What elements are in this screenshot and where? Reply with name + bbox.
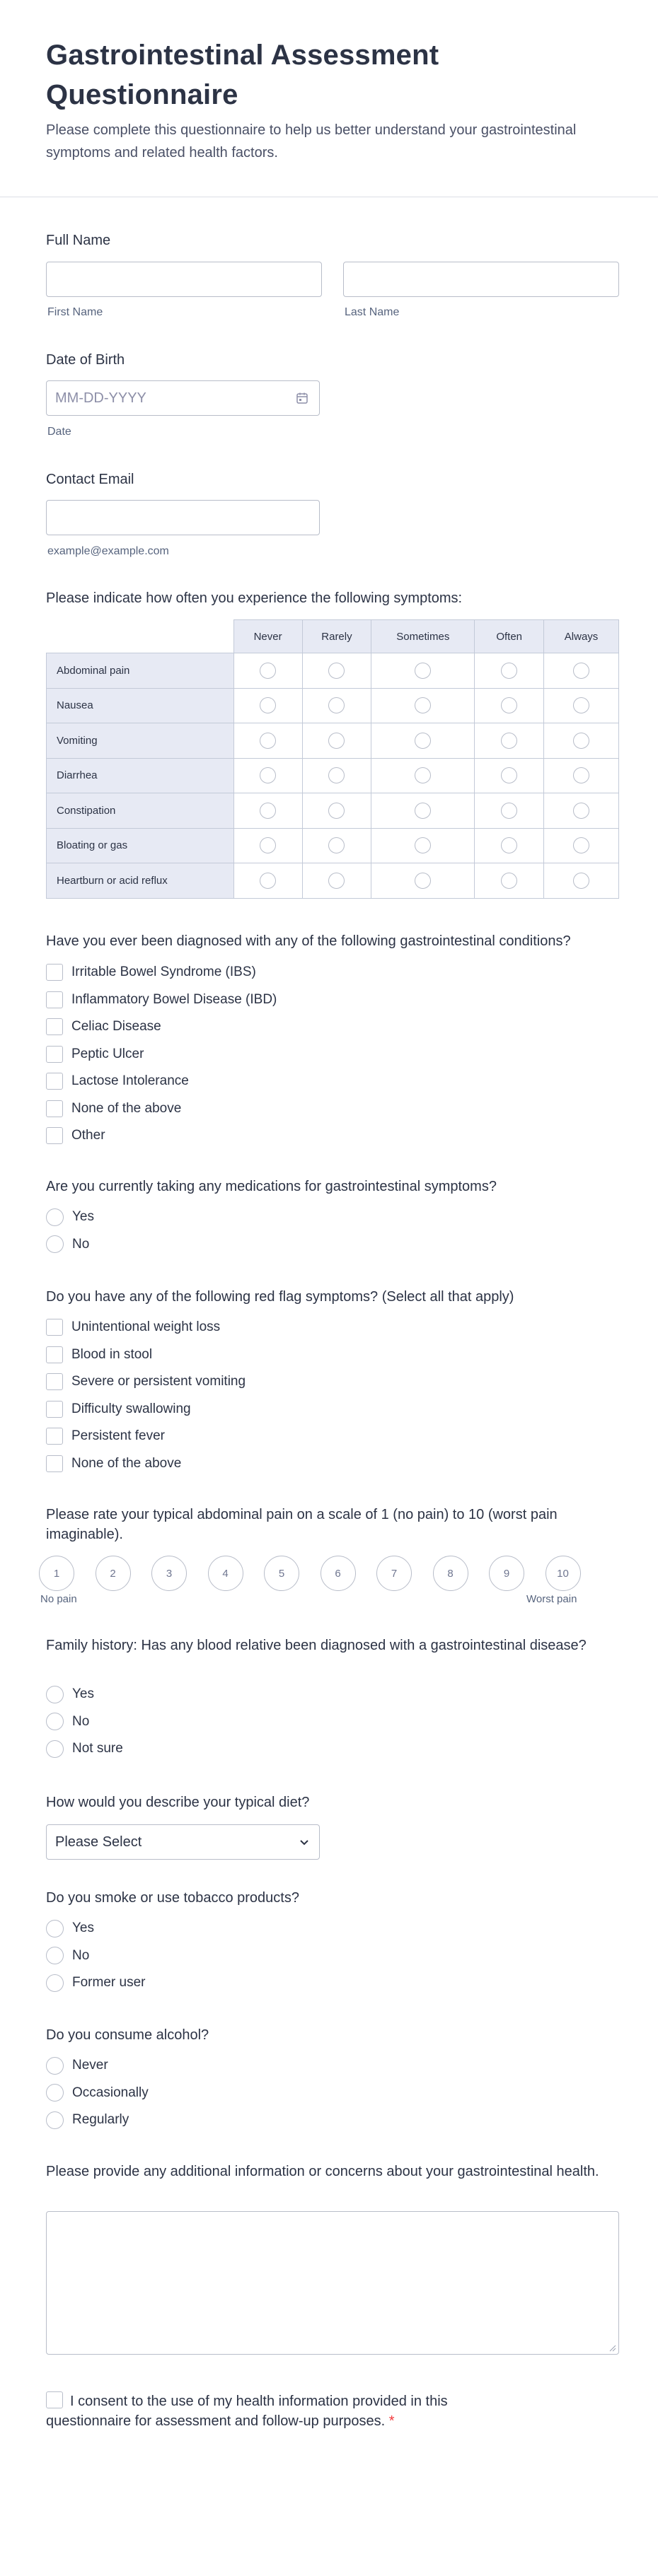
matrix-row-label: Heartburn or acid reflux <box>47 863 234 899</box>
matrix-header-row <box>47 620 619 653</box>
additional-info-textarea[interactable] <box>46 2211 619 2355</box>
email-sublabel: example@example.com <box>47 545 169 557</box>
matrix-col-header: Sometimes <box>371 620 475 653</box>
checkbox[interactable] <box>46 1455 63 1472</box>
matrix-radio[interactable] <box>260 663 276 679</box>
matrix-radio[interactable] <box>415 697 431 713</box>
matrix-radio[interactable] <box>573 733 589 749</box>
matrix-radio[interactable] <box>415 837 431 853</box>
additional-info-label: Please provide any additional information or concerns about your gastrointestinal health. <box>46 2164 599 2179</box>
matrix-cell <box>302 828 371 863</box>
matrix-row <box>47 653 619 689</box>
tobacco-option-label: Yes <box>72 1921 94 1935</box>
checkbox[interactable] <box>46 1346 63 1363</box>
matrix-cell <box>371 688 475 723</box>
medication-option-label: No <box>72 1236 90 1252</box>
matrix-radio[interactable] <box>501 663 517 679</box>
pain-scale-high-label: Worst pain <box>526 1593 577 1605</box>
checkbox[interactable] <box>46 1428 63 1445</box>
pain-scale-option[interactable]: 2 <box>96 1556 131 1591</box>
matrix-row-label: Constipation <box>47 793 234 829</box>
pain-scale-option[interactable]: 10 <box>546 1556 581 1591</box>
alcohol-option-label: Never <box>72 2058 108 2073</box>
condition-option-label: Other <box>71 1128 105 1143</box>
matrix-radio[interactable] <box>573 837 589 853</box>
alcohol-option[interactable] <box>46 2084 149 2102</box>
condition-option[interactable] <box>46 1072 189 1090</box>
matrix-cell <box>475 688 544 723</box>
matrix-row <box>47 793 619 829</box>
matrix-cell <box>475 653 544 689</box>
matrix-radio[interactable] <box>328 663 345 679</box>
checkbox[interactable] <box>46 991 63 1008</box>
condition-option[interactable] <box>46 1126 105 1145</box>
condition-option[interactable] <box>46 963 256 981</box>
radio-button[interactable] <box>46 2111 64 2129</box>
family-history-option-label: No <box>72 1713 90 1729</box>
matrix-cell <box>475 793 544 829</box>
pain-scale-option[interactable]: 8 <box>433 1556 468 1591</box>
dob-label: Date of Birth <box>46 352 125 368</box>
calendar-icon[interactable] <box>296 392 308 404</box>
form-subtitle: Please complete this questionnaire to help us better understand your gastrointestinal symptoms and related health factors. <box>46 122 577 161</box>
alcohol-label: Do you consume alcohol? <box>46 2027 209 2043</box>
full-name-label: Full Name <box>46 233 111 248</box>
matrix-radio[interactable] <box>328 803 345 819</box>
diet-select-value: Please Select <box>55 1834 142 1850</box>
pain-scale-label: Please rate your typical abdominal pain on a scale of 1 (no pain) to 10 (worst pain imaginable). <box>46 1507 558 1542</box>
radio-button[interactable] <box>46 1974 64 1992</box>
matrix-cell <box>475 723 544 759</box>
form-title: Gastrointestinal Assessment Questionnaire <box>46 40 439 110</box>
medications-label: Are you currently taking any medications for gastrointestinal symptoms? <box>46 1179 497 1194</box>
tobacco-option-label: Former user <box>72 1975 146 1990</box>
matrix-radio[interactable] <box>501 837 517 853</box>
matrix-cell <box>544 653 619 689</box>
condition-option-label: Celiac Disease <box>71 1019 161 1034</box>
checkbox[interactable] <box>46 1373 63 1390</box>
matrix-row <box>47 758 619 793</box>
medication-option-label: Yes <box>72 1209 94 1224</box>
matrix-cell <box>544 828 619 863</box>
matrix-cell <box>544 688 619 723</box>
red-flag-option-label: Severe or persistent vomiting <box>71 1374 246 1389</box>
matrix-radio[interactable] <box>573 767 589 783</box>
matrix-radio[interactable] <box>260 767 276 783</box>
alcohol-option-label: Occasionally <box>72 2085 149 2100</box>
matrix-cell <box>475 758 544 793</box>
matrix-corner <box>47 620 234 653</box>
matrix-radio[interactable] <box>328 837 345 853</box>
consent-checkbox[interactable] <box>46 2391 63 2408</box>
red-flag-option[interactable] <box>46 1455 181 1473</box>
symptoms-matrix <box>46 619 619 899</box>
first-name-input[interactable] <box>46 262 322 297</box>
radio-button[interactable] <box>46 1713 64 1730</box>
pain-scale-option[interactable]: 1 <box>39 1556 74 1591</box>
radio-button[interactable] <box>46 1686 64 1703</box>
matrix-cell <box>371 863 475 899</box>
condition-option[interactable] <box>46 991 277 1009</box>
family-history-option-label: Yes <box>72 1686 94 1701</box>
checkbox[interactable] <box>46 1100 63 1117</box>
matrix-row <box>47 723 619 759</box>
family-history-option[interactable] <box>46 1739 123 1758</box>
tobacco-label: Do you smoke or use tobacco products? <box>46 1890 299 1906</box>
matrix-cell <box>371 653 475 689</box>
radio-button[interactable] <box>46 1947 64 1964</box>
form-header <box>46 35 584 164</box>
red-flag-option[interactable] <box>46 1372 246 1391</box>
family-history-option[interactable] <box>46 1685 94 1703</box>
pain-scale-low-label: No pain <box>40 1593 77 1605</box>
condition-option-label: Inflammatory Bowel Disease (IBD) <box>71 991 277 1007</box>
matrix-radio[interactable] <box>573 803 589 819</box>
radio-button[interactable] <box>46 1740 64 1758</box>
matrix-col-header: Often <box>475 620 544 653</box>
matrix-radio[interactable] <box>415 873 431 889</box>
matrix-cell <box>544 758 619 793</box>
matrix-radio[interactable] <box>328 697 345 713</box>
diet-label: How would you describe your typical diet? <box>46 1795 310 1810</box>
red-flags-label: Do you have any of the following red flag symptoms? (Select all that apply) <box>46 1289 514 1305</box>
red-flag-option-label: Blood in stool <box>71 1346 153 1362</box>
matrix-radio[interactable] <box>260 837 276 853</box>
matrix-row-label: Nausea <box>47 688 234 723</box>
red-flag-option[interactable] <box>46 1400 191 1418</box>
red-flag-option[interactable] <box>46 1346 152 1364</box>
matrix-cell <box>371 723 475 759</box>
checkbox[interactable] <box>46 1018 63 1035</box>
matrix-radio[interactable] <box>415 767 431 783</box>
matrix-cell <box>371 828 475 863</box>
resize-grip-icon[interactable] <box>608 2343 616 2352</box>
matrix-row-label: Bloating or gas <box>47 828 234 863</box>
radio-button[interactable] <box>46 1920 64 1937</box>
matrix-cell <box>371 758 475 793</box>
red-flag-option[interactable] <box>46 1318 220 1336</box>
matrix-radio[interactable] <box>501 873 517 889</box>
radio-button[interactable] <box>46 1235 64 1253</box>
matrix-row-label: Diarrhea <box>47 758 234 793</box>
matrix-row <box>47 828 619 863</box>
matrix-radio[interactable] <box>415 663 431 679</box>
condition-option[interactable] <box>46 1100 181 1118</box>
matrix-row-label: Vomiting <box>47 723 234 759</box>
matrix-radio[interactable] <box>260 733 276 749</box>
radio-button[interactable] <box>46 1208 64 1226</box>
matrix-cell <box>544 723 619 759</box>
pain-scale-option[interactable]: 3 <box>151 1556 187 1591</box>
checkbox[interactable] <box>46 1127 63 1144</box>
matrix-radio[interactable] <box>260 873 276 889</box>
medication-option[interactable] <box>46 1208 94 1226</box>
matrix-radio[interactable] <box>501 733 517 749</box>
matrix-cell <box>544 863 619 899</box>
matrix-cell <box>233 723 302 759</box>
matrix-cell <box>371 793 475 829</box>
consent-field <box>46 2391 499 2431</box>
matrix-cell <box>302 758 371 793</box>
family-history-option[interactable] <box>46 1713 89 1731</box>
tobacco-option[interactable] <box>46 1947 89 1965</box>
matrix-cell <box>302 793 371 829</box>
red-flag-option-label: Unintentional weight loss <box>71 1319 221 1334</box>
matrix-cell <box>302 688 371 723</box>
matrix-radio[interactable] <box>260 697 276 713</box>
alcohol-option-label: Regularly <box>72 2112 129 2127</box>
radio-button[interactable] <box>46 2084 64 2102</box>
family-history-option-label: Not sure <box>72 1741 123 1756</box>
red-flag-option-label: Persistent fever <box>71 1428 165 1443</box>
matrix-radio[interactable] <box>328 873 345 889</box>
matrix-cell <box>233 793 302 829</box>
matrix-cell <box>233 758 302 793</box>
matrix-cell <box>544 793 619 829</box>
matrix-cell <box>302 863 371 899</box>
checkbox[interactable] <box>46 1401 63 1418</box>
radio-button[interactable] <box>46 2057 64 2075</box>
email-input[interactable] <box>46 500 320 535</box>
chevron-down-icon <box>299 1838 309 1848</box>
pain-scale-option[interactable]: 9 <box>489 1556 524 1591</box>
matrix-row <box>47 863 619 899</box>
last-name-input[interactable] <box>343 262 619 297</box>
email-label: Contact Email <box>46 472 134 487</box>
matrix-col-header: Always <box>544 620 619 653</box>
matrix-radio[interactable] <box>573 873 589 889</box>
symptoms-matrix-label: Please indicate how often you experience the following symptoms: <box>46 590 463 606</box>
matrix-row-label: Abdominal pain <box>47 653 234 689</box>
checkbox[interactable] <box>46 1319 63 1336</box>
tobacco-option[interactable] <box>46 1919 94 1937</box>
matrix-radio[interactable] <box>501 767 517 783</box>
matrix-radio[interactable] <box>260 803 276 819</box>
matrix-radio[interactable] <box>573 663 589 679</box>
conditions-label: Have you ever been diagnosed with any of the following gastrointestinal conditions? <box>46 933 571 949</box>
medication-option[interactable] <box>46 1235 89 1254</box>
matrix-cell <box>233 653 302 689</box>
matrix-cell <box>475 863 544 899</box>
pain-scale-option[interactable]: 5 <box>264 1556 299 1591</box>
matrix-col-header: Rarely <box>302 620 371 653</box>
family-history-label: Family history: Has any blood relative been diagnosed with a gastrointestinal disease? <box>46 1638 587 1653</box>
matrix-cell <box>233 828 302 863</box>
matrix-cell <box>233 688 302 723</box>
required-asterisk: * <box>388 2413 395 2429</box>
matrix-cell <box>302 723 371 759</box>
dob-sublabel: Date <box>47 426 71 438</box>
tobacco-option[interactable] <box>46 1974 145 1992</box>
condition-option[interactable] <box>46 1045 144 1063</box>
matrix-radio[interactable] <box>415 733 431 749</box>
red-flag-option[interactable] <box>46 1427 165 1445</box>
matrix-radio[interactable] <box>501 803 517 819</box>
matrix-radio[interactable] <box>328 767 345 783</box>
pain-scale-option[interactable]: 7 <box>376 1556 412 1591</box>
first-name-sublabel: First Name <box>47 306 103 318</box>
tobacco-option-label: No <box>72 1947 90 1963</box>
red-flag-option-label: None of the above <box>71 1455 182 1471</box>
matrix-col-header: Never <box>233 620 302 653</box>
matrix-radio[interactable] <box>328 733 345 749</box>
red-flag-option-label: Difficulty swallowing <box>71 1401 191 1416</box>
checkbox[interactable] <box>46 1073 63 1090</box>
condition-option[interactable] <box>46 1018 161 1036</box>
matrix-radio[interactable] <box>415 803 431 819</box>
checkbox[interactable] <box>46 1046 63 1063</box>
matrix-radio[interactable] <box>573 697 589 713</box>
condition-option-label: Lactose Intolerance <box>71 1073 189 1088</box>
diet-select[interactable] <box>46 1824 320 1860</box>
pain-scale-option[interactable]: 6 <box>321 1556 356 1591</box>
matrix-row <box>47 688 619 723</box>
matrix-cell <box>233 863 302 899</box>
alcohol-option[interactable] <box>46 2111 129 2129</box>
condition-option-label: None of the above <box>71 1100 182 1116</box>
matrix-cell <box>475 828 544 863</box>
condition-option-label: Irritable Bowel Syndrome (IBS) <box>71 964 256 979</box>
condition-option-label: Peptic Ulcer <box>71 1046 144 1061</box>
matrix-cell <box>302 653 371 689</box>
last-name-sublabel: Last Name <box>345 306 400 318</box>
checkbox[interactable] <box>46 964 63 981</box>
matrix-radio[interactable] <box>501 697 517 713</box>
consent-text: I consent to the use of my health information provided in this questionnaire for assessment and follow-up purposes. <box>46 2394 448 2429</box>
alcohol-option[interactable] <box>46 2056 108 2075</box>
pain-scale-option[interactable]: 4 <box>208 1556 243 1591</box>
dob-input[interactable] <box>46 380 320 416</box>
